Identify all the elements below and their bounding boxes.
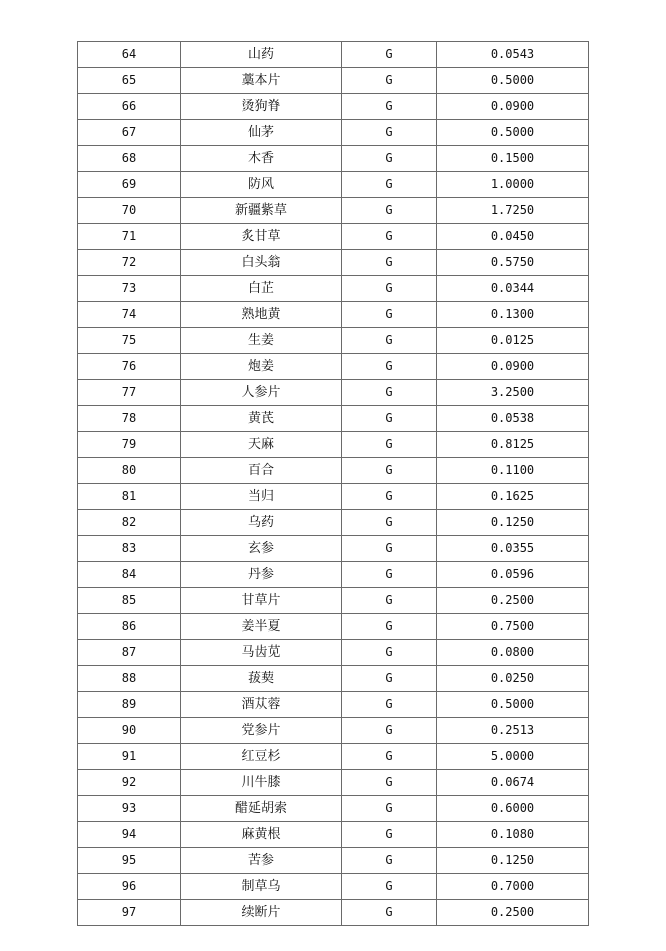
unit-cell: G [342,120,437,146]
row-number-cell: 80 [78,458,181,484]
medicine-name-cell: 醋延胡索 [181,796,342,822]
price-cell: 0.0250 [437,666,589,692]
unit-cell: G [342,692,437,718]
price-cell: 0.1080 [437,822,589,848]
medicine-name-cell: 防风 [181,172,342,198]
price-cell: 0.5000 [437,68,589,94]
price-cell: 0.1250 [437,510,589,536]
price-cell: 0.0450 [437,224,589,250]
row-number-cell: 97 [78,900,181,926]
unit-cell: G [342,874,437,900]
unit-cell: G [342,406,437,432]
price-cell: 0.0355 [437,536,589,562]
row-number-cell: 65 [78,68,181,94]
medicine-name-cell: 当归 [181,484,342,510]
price-cell: 0.1250 [437,848,589,874]
row-number-cell: 68 [78,146,181,172]
table-row [78,770,589,796]
unit-cell: G [342,510,437,536]
medicine-name-cell: 制草乌 [181,874,342,900]
row-number-cell: 70 [78,198,181,224]
unit-cell: G [342,276,437,302]
medicine-price-table [77,41,589,926]
price-cell: 3.2500 [437,380,589,406]
price-cell: 0.6000 [437,796,589,822]
row-number-cell: 88 [78,666,181,692]
table-row [78,146,589,172]
row-number-cell: 77 [78,380,181,406]
table-row [78,94,589,120]
unit-cell: G [342,458,437,484]
price-cell: 0.1300 [437,302,589,328]
row-number-cell: 66 [78,94,181,120]
table-row [78,120,589,146]
price-cell: 0.5750 [437,250,589,276]
medicine-name-cell: 生姜 [181,328,342,354]
price-cell: 0.0596 [437,562,589,588]
row-number-cell: 82 [78,510,181,536]
table-row [78,900,589,926]
price-cell: 0.2500 [437,900,589,926]
table-row [78,718,589,744]
medicine-name-cell: 仙茅 [181,120,342,146]
table-row [78,432,589,458]
price-cell: 0.0674 [437,770,589,796]
row-number-cell: 93 [78,796,181,822]
medicine-name-cell: 党参片 [181,718,342,744]
unit-cell: G [342,94,437,120]
price-cell: 0.1625 [437,484,589,510]
row-number-cell: 72 [78,250,181,276]
row-number-cell: 91 [78,744,181,770]
unit-cell: G [342,328,437,354]
medicine-name-cell: 酒苁蓉 [181,692,342,718]
unit-cell: G [342,146,437,172]
unit-cell: G [342,848,437,874]
table-row [78,588,589,614]
medicine-name-cell: 天麻 [181,432,342,458]
table-row [78,380,589,406]
row-number-cell: 96 [78,874,181,900]
medicine-name-cell: 百合 [181,458,342,484]
medicine-name-cell: 白头翁 [181,250,342,276]
row-number-cell: 95 [78,848,181,874]
unit-cell: G [342,536,437,562]
row-number-cell: 76 [78,354,181,380]
price-cell: 0.0900 [437,354,589,380]
table-row [78,42,589,68]
unit-cell: G [342,588,437,614]
medicine-name-cell: 丹参 [181,562,342,588]
row-number-cell: 83 [78,536,181,562]
row-number-cell: 92 [78,770,181,796]
price-cell: 0.5000 [437,120,589,146]
table-row [78,406,589,432]
table-row [78,172,589,198]
row-number-cell: 94 [78,822,181,848]
price-cell: 0.0344 [437,276,589,302]
price-cell: 0.1100 [437,458,589,484]
medicine-name-cell: 炙甘草 [181,224,342,250]
row-number-cell: 89 [78,692,181,718]
row-number-cell: 64 [78,42,181,68]
row-number-cell: 75 [78,328,181,354]
medicine-name-cell: 乌药 [181,510,342,536]
row-number-cell: 67 [78,120,181,146]
table-row [78,68,589,94]
medicine-name-cell: 烫狗脊 [181,94,342,120]
medicine-name-cell: 甘草片 [181,588,342,614]
row-number-cell: 85 [78,588,181,614]
unit-cell: G [342,432,437,458]
table-row [78,562,589,588]
medicine-name-cell: 熟地黄 [181,302,342,328]
table-row [78,744,589,770]
table-row [78,536,589,562]
table-row [78,848,589,874]
price-cell: 0.0543 [437,42,589,68]
price-cell: 0.0538 [437,406,589,432]
medicine-name-cell: 续断片 [181,900,342,926]
medicine-name-cell: 木香 [181,146,342,172]
medicine-name-cell: 川牛膝 [181,770,342,796]
price-cell: 1.0000 [437,172,589,198]
unit-cell: G [342,198,437,224]
row-number-cell: 74 [78,302,181,328]
row-number-cell: 84 [78,562,181,588]
row-number-cell: 78 [78,406,181,432]
price-cell: 5.0000 [437,744,589,770]
unit-cell: G [342,172,437,198]
medicine-name-cell: 山药 [181,42,342,68]
table-row [78,510,589,536]
table-row [78,822,589,848]
unit-cell: G [342,900,437,926]
table-row [78,354,589,380]
price-cell: 0.7000 [437,874,589,900]
table-row [78,692,589,718]
price-cell: 0.0900 [437,94,589,120]
unit-cell: G [342,42,437,68]
table-row [78,198,589,224]
medicine-name-cell: 白芷 [181,276,342,302]
unit-cell: G [342,822,437,848]
unit-cell: G [342,250,437,276]
medicine-name-cell: 苦参 [181,848,342,874]
table-row [78,250,589,276]
price-cell: 0.0125 [437,328,589,354]
medicine-name-cell: 藁本片 [181,68,342,94]
medicine-name-cell: 炮姜 [181,354,342,380]
medicine-name-cell: 黄芪 [181,406,342,432]
unit-cell: G [342,718,437,744]
table-row [78,640,589,666]
table-row [78,614,589,640]
unit-cell: G [342,744,437,770]
table-row [78,666,589,692]
price-cell: 0.5000 [437,692,589,718]
medicine-name-cell: 新疆紫草 [181,198,342,224]
row-number-cell: 86 [78,614,181,640]
unit-cell: G [342,302,437,328]
medicine-name-cell: 姜半夏 [181,614,342,640]
table-row [78,302,589,328]
row-number-cell: 90 [78,718,181,744]
price-cell: 1.7250 [437,198,589,224]
table-row [78,874,589,900]
row-number-cell: 71 [78,224,181,250]
medicine-name-cell: 菝葜 [181,666,342,692]
unit-cell: G [342,380,437,406]
row-number-cell: 69 [78,172,181,198]
unit-cell: G [342,640,437,666]
row-number-cell: 79 [78,432,181,458]
row-number-cell: 81 [78,484,181,510]
unit-cell: G [342,224,437,250]
row-number-cell: 73 [78,276,181,302]
price-cell: 0.1500 [437,146,589,172]
price-cell: 0.8125 [437,432,589,458]
unit-cell: G [342,354,437,380]
table-body [78,42,589,926]
table-row [78,328,589,354]
medicine-name-cell: 麻黄根 [181,822,342,848]
unit-cell: G [342,68,437,94]
table-row [78,224,589,250]
unit-cell: G [342,614,437,640]
table-row [78,796,589,822]
price-cell: 0.2513 [437,718,589,744]
table-row [78,484,589,510]
price-cell: 0.2500 [437,588,589,614]
unit-cell: G [342,562,437,588]
price-cell: 0.7500 [437,614,589,640]
medicine-name-cell: 玄参 [181,536,342,562]
medicine-name-cell: 人参片 [181,380,342,406]
row-number-cell: 87 [78,640,181,666]
price-cell: 0.0800 [437,640,589,666]
unit-cell: G [342,484,437,510]
table-row [78,276,589,302]
unit-cell: G [342,796,437,822]
table-row [78,458,589,484]
unit-cell: G [342,770,437,796]
unit-cell: G [342,666,437,692]
medicine-name-cell: 红豆杉 [181,744,342,770]
medicine-name-cell: 马齿苋 [181,640,342,666]
